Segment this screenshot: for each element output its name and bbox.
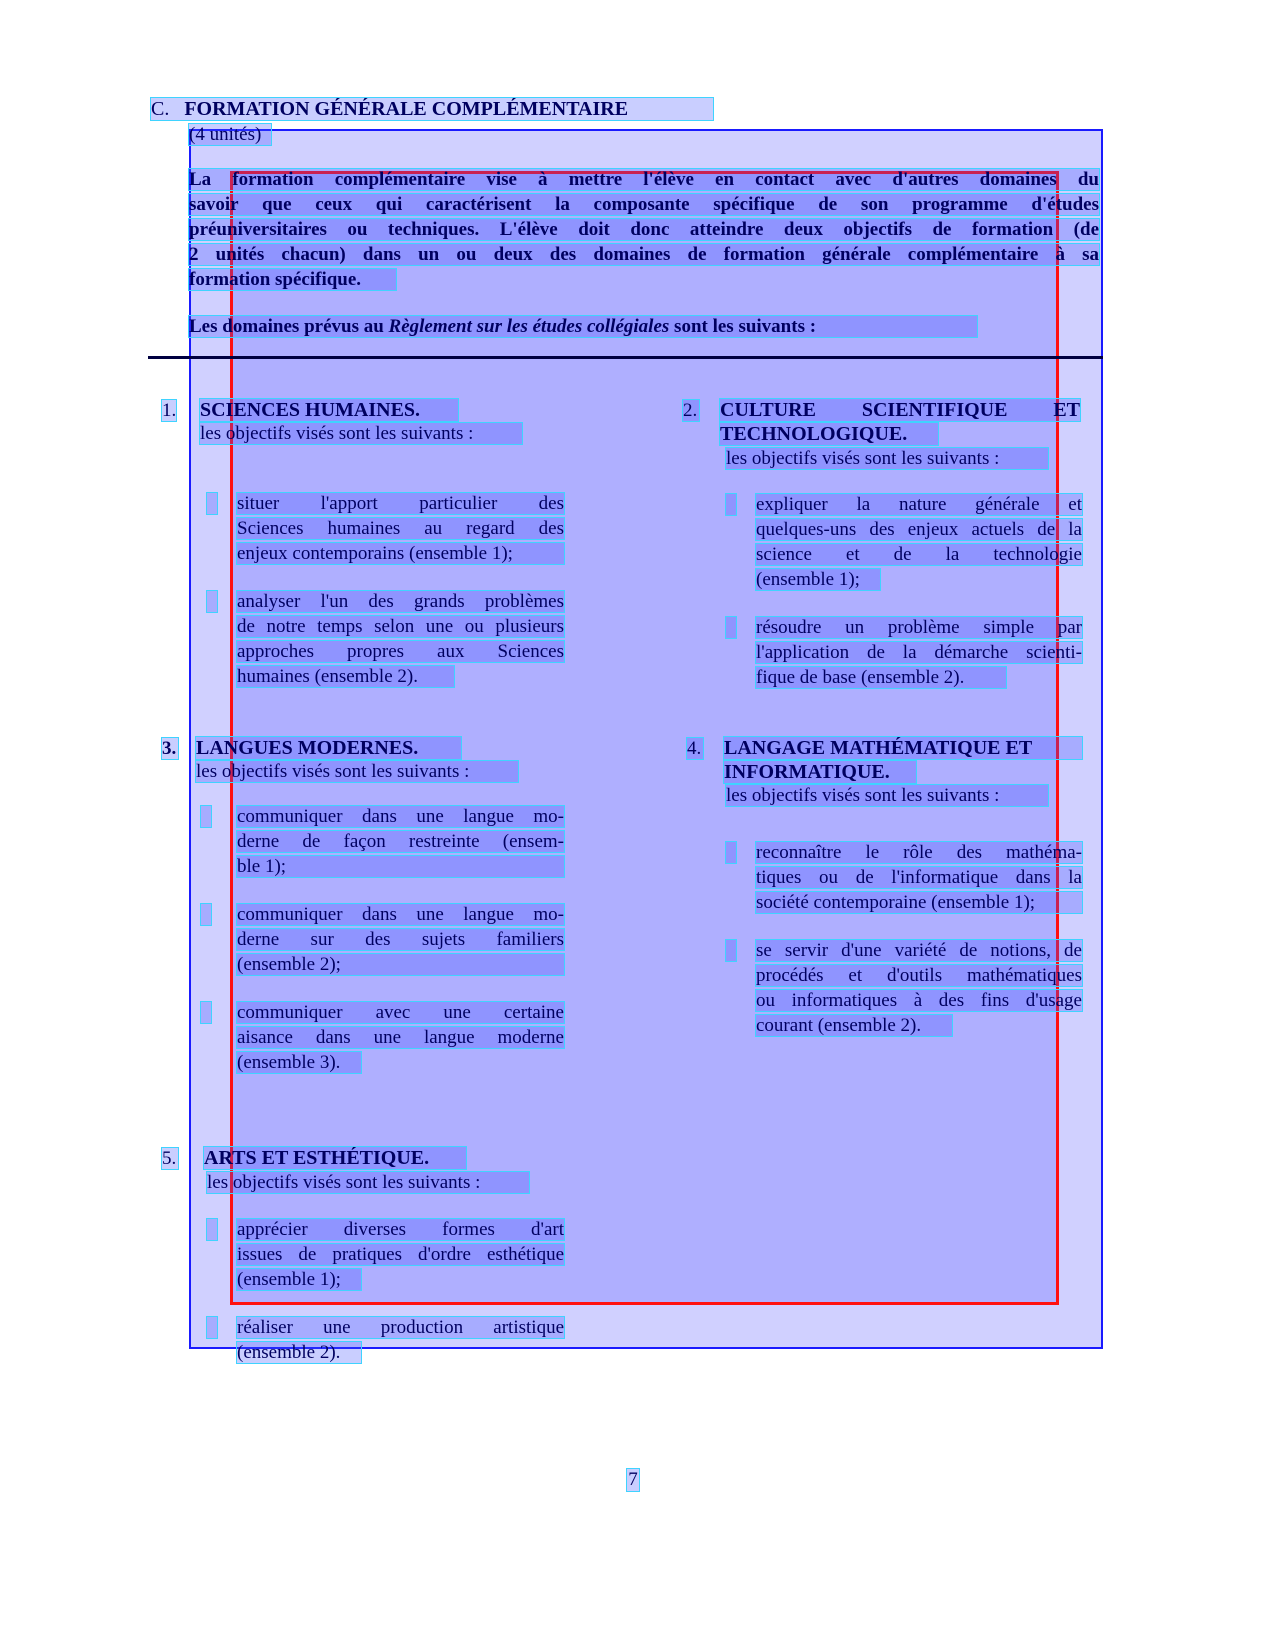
domain-title: LANGUES MODERNES. [196,737,461,759]
domain-title: SCIENCES HUMAINES. [200,399,458,421]
domain-title: INFORMATIQUE. [724,761,916,783]
section-units: (4 unités) [189,124,271,145]
section-letter: C. [151,98,170,120]
bullet-icon [726,842,736,863]
reglement-title: Règlement sur les études collégiales [388,316,670,337]
item-line: derne sur des sujets familiers [237,929,564,950]
section-heading [151,98,713,120]
domain-objectives-intro: les objectifs visés sont les suivants : [207,1172,529,1193]
domain-objectives-intro: les objectifs visés sont les suivants : [726,448,1048,469]
intro-line: savoir que ceux qui caractérisent la composante spécifique de son programme d'études [189,194,1099,215]
domain-title: TECHNOLOGIQUE. [720,423,938,445]
domain-objectives-intro: les objectifs visés sont les suivants : [726,785,1048,806]
item-line: enjeux contemporains (ensemble 1); [237,543,564,564]
domain-objectives-intro: les objectifs visés sont les suivants : [196,761,518,782]
bullet-icon [207,591,217,612]
item-line: approches propres aux Sciences [237,641,564,662]
domain-title: LANGAGE MATHÉMATIQUE ET [724,737,1082,759]
item-line: (ensemble 1); [237,1269,361,1290]
domain-title: CULTURE SCIENTIFIQUE ET [720,399,1080,421]
item-line: se servir d'une variété de notions, de [756,940,1082,961]
item-line: ou informatiques à des fins d'usage [756,990,1082,1011]
domains-intro-prefix: Les domaines prévus au [189,316,389,337]
item-line: analyser l'un des grands problèmes [237,591,564,612]
item-line: Sciences humaines au regard des [237,518,564,539]
domain-number: 3. [162,738,177,759]
bullet-icon [726,617,736,638]
bullet-icon [207,1219,217,1240]
page-number: 7 [628,1469,638,1490]
domain-objectives-intro: les objectifs visés sont les suivants : [200,423,522,444]
bullet-icon [726,940,736,961]
item-line: aisance dans une langue moderne [237,1027,564,1048]
domain-number: 2. [683,400,698,421]
bullet-icon [201,1002,211,1023]
intro-line: préuniversitaires ou techniques. L'élève doit donc atteindre deux objectifs de formation (de [189,219,1099,240]
bullet-icon [201,806,211,827]
item-line: de notre temps selon une ou plusieurs [237,616,564,637]
item-line: (ensemble 1); [756,569,880,590]
item-line: (ensemble 3). [237,1052,361,1073]
section-title: FORMATION GÉNÉRALE COMPLÉMENTAIRE [184,98,629,120]
item-line: apprécier diverses formes d'art [237,1219,564,1240]
item-line: résoudre un problème simple par [756,617,1082,638]
item-line: réaliser une production artistique [237,1317,564,1338]
domains-intro-suffix: sont les suivants : [669,316,817,337]
item-line: tiques ou de l'informatique dans la [756,867,1082,888]
bullet-icon [207,493,217,514]
domain-title: ARTS ET ESTHÉTIQUE. [204,1147,466,1169]
item-line: procédés et d'outils mathématiques [756,965,1082,986]
item-line: (ensemble 2); [237,954,564,975]
item-line: communiquer avec une certaine [237,1002,564,1023]
bullet-icon [201,904,211,925]
item-line: situer l'apport particulier des [237,493,564,514]
item-line: (ensemble 2). [237,1342,361,1363]
item-line: l'application de la démarche scienti- [756,642,1082,663]
domain-number: 5. [162,1148,177,1169]
intro-line: 2 unités chacun) dans un ou deux des domaines de formation générale complémentaire à sa [189,244,1099,265]
item-line: humaines (ensemble 2). [237,666,454,687]
item-line: société contemporaine (ensemble 1); [756,892,1082,913]
item-line: fique de base (ensemble 2). [756,667,1006,688]
intro-line: La formation complémentaire vise à mettre l'élève en contact avec d'autres domaines du [189,169,1099,190]
item-line: ble 1); [237,856,564,877]
domain-number: 1. [162,400,177,421]
item-line: derne de façon restreinte (ensem- [237,831,564,852]
item-line: communiquer dans une langue mo- [237,904,564,925]
intro-line: formation spécifique. [189,269,396,290]
bullet-icon [726,494,736,515]
domains-intro [189,316,977,337]
item-line: issues de pratiques d'ordre esthétique [237,1244,564,1265]
item-line: quelques-uns des enjeux actuels de la [756,519,1082,540]
item-line: science et de la technologie [756,544,1082,565]
horizontal-rule [148,356,1103,359]
item-line: reconnaître le rôle des mathéma- [756,842,1082,863]
item-line: communiquer dans une langue mo- [237,806,564,827]
bullet-icon [207,1317,217,1338]
item-line: expliquer la nature générale et [756,494,1082,515]
item-line: courant (ensemble 2). [756,1015,952,1036]
domain-number: 4. [687,738,702,759]
